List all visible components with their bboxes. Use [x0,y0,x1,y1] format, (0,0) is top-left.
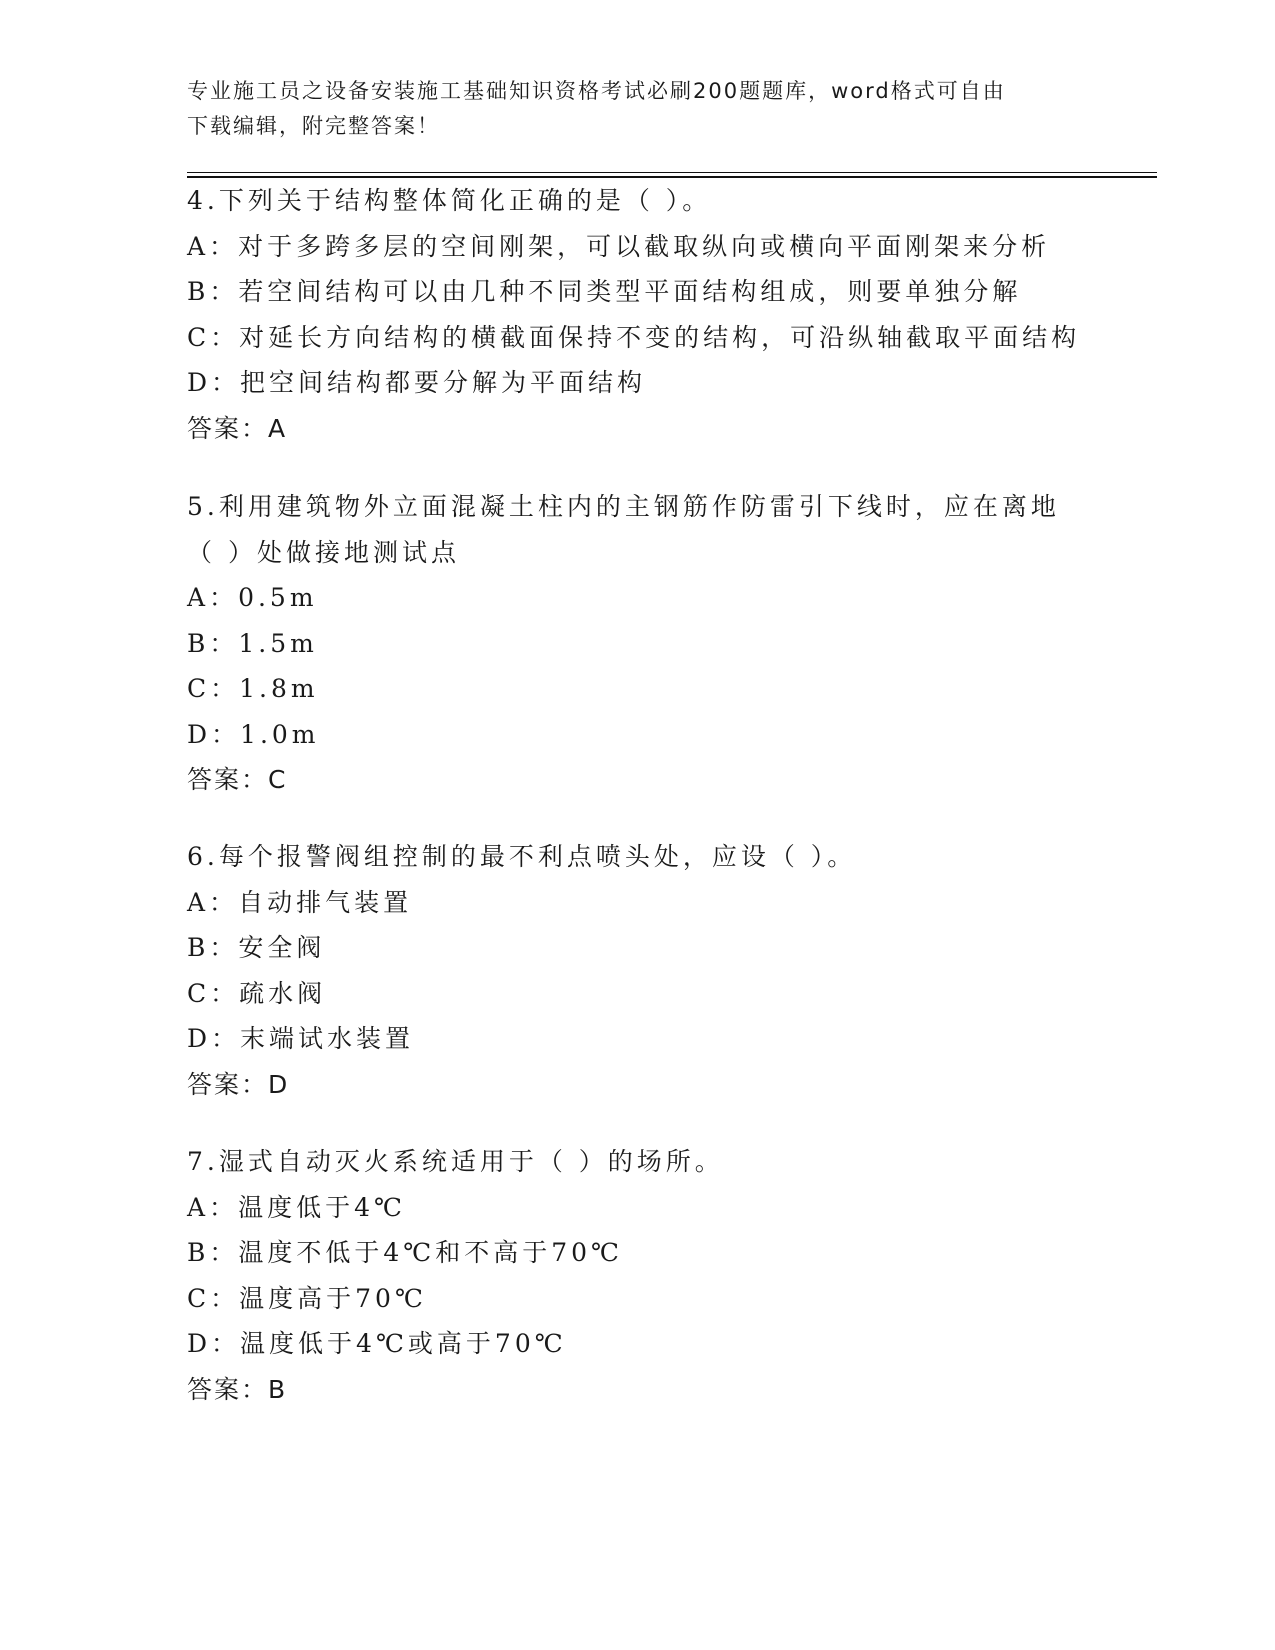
option-d [187,1321,1087,1367]
option-d [187,1016,1087,1062]
question-stem: 4.下列关于结构整体简化正确的是（ ）。 [187,186,712,215]
answer-value: A [268,413,288,443]
option-text: 对延长方向结构的横截面保持不变的结构，可沿纵轴截取平面结构 [239,322,1081,352]
option-key: A： [187,1192,239,1222]
header-divider-thin [187,172,1157,173]
option-a [187,880,1087,926]
option-b [187,1230,1087,1276]
option-c [187,971,1087,1017]
option-key: C： [187,978,240,1008]
option-key: A： [187,887,239,917]
option-c [187,1276,1087,1322]
option-text: 疏水阀 [239,978,327,1008]
answer-line [187,1367,1087,1413]
option-a [187,1185,1087,1231]
answer-label: 答案： [187,413,269,443]
option-b [187,621,1087,667]
option-text: 1.8m [239,674,319,703]
option-text: 末端试水装置 [240,1024,415,1053]
option-text: 把空间结构都要分解为平面结构 [240,368,647,397]
answer-value: C [268,765,288,794]
option-c [187,315,1087,361]
answer-line [187,757,1087,803]
option-text: 若空间结构可以由几种不同类型平面结构组成，则要单独分解 [238,277,1022,306]
header-title-line-2: 下载编辑，附完整答案！ [187,114,440,138]
question-stem: 7.湿式自动灭火系统适用于（ ）的场所。 [187,1147,724,1176]
option-key: D： [187,719,241,749]
option-key: D： [187,368,241,397]
header-title-line-1: 专业施工员之设备安装施工基础知识资格考试必刷200题题库，word格式可自由 [187,79,1006,103]
option-d [187,712,1087,758]
answer-label: 答案： [187,1374,269,1404]
question-5 [187,484,1087,803]
option-key: C： [187,1283,240,1313]
option-text: 温度不低于4℃和不高于70℃ [238,1238,624,1267]
answer-value: B [268,1374,288,1404]
answer-label: 答案： [187,765,269,794]
option-key: A： [187,231,239,261]
option-text: 温度低于4℃ [238,1192,406,1222]
answer-line [187,1062,1087,1108]
question-stem: 6.每个报警阀组控制的最不利点喷头处，应设（ ）。 [187,842,857,871]
option-text: 温度低于4℃或高于70℃ [240,1329,567,1358]
option-text: 自动排气装置 [238,887,413,917]
option-key: C： [187,674,240,703]
option-key: B： [187,277,239,306]
answer-label: 答案： [187,1069,269,1099]
answer-line [187,406,1087,452]
option-text: 温度高于70℃ [239,1283,427,1313]
option-key: B： [187,628,239,658]
option-d [187,360,1087,406]
option-key: B： [187,933,239,962]
question-6 [187,834,1087,1107]
option-key: D： [187,1329,241,1358]
question-stem: 5.利用建筑物外立面混凝土柱内的主钢筋作防雷引下线时，应在离地 [187,492,1060,521]
option-text: 安全阀 [238,933,326,962]
option-text: 0.5m [238,583,318,612]
question-stem-continued: （ ）处做接地测试点 [187,537,460,567]
option-key: A： [187,583,239,612]
question-4 [187,178,1087,451]
option-key: B： [187,1238,239,1267]
option-a [187,224,1087,270]
option-c [187,666,1087,712]
option-b [187,925,1087,971]
answer-value: D [268,1069,290,1099]
option-text: 1.5m [238,628,318,658]
question-7 [187,1139,1087,1412]
option-b [187,269,1087,315]
option-a [187,575,1087,621]
option-key: D： [187,1024,241,1053]
document-header [187,74,1087,144]
option-key: C： [187,322,240,352]
option-text: 1.0m [240,719,320,749]
option-text: 对于多跨多层的空间刚架，可以截取纵向或横向平面刚架来分析 [238,231,1051,261]
